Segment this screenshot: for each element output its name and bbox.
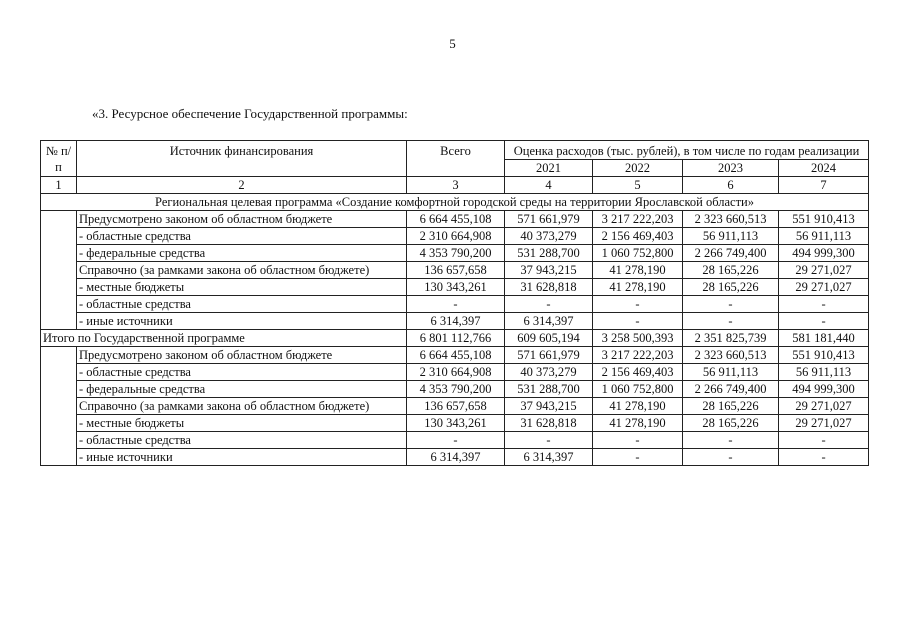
col-number: 3 [407, 177, 505, 194]
source-cell: Предусмотрено законом об областном бюджете [77, 211, 407, 228]
y2022-cell: - [593, 432, 683, 449]
y2024-cell: 29 271,027 [779, 279, 869, 296]
header-total: Всего [407, 141, 505, 177]
y2022-cell: 3 217 222,203 [593, 211, 683, 228]
y2022-cell: - [593, 296, 683, 313]
total-total-cell: 6 801 112,766 [407, 330, 505, 347]
header-source: Источник финансирования [77, 141, 407, 177]
y2023-cell: 2 323 660,513 [683, 211, 779, 228]
y2022-cell: 41 278,190 [593, 262, 683, 279]
y2021-cell: 40 373,279 [505, 228, 593, 245]
table-row [41, 415, 869, 432]
header-year-2023: 2023 [683, 160, 779, 177]
resource-table [40, 140, 869, 466]
y2021-cell: - [505, 296, 593, 313]
y2023-cell: 28 165,226 [683, 262, 779, 279]
section-title: «3. Ресурсное обеспечение Государственной программы: [92, 106, 408, 121]
y2023-cell: - [683, 432, 779, 449]
y2023-cell: 2 266 749,400 [683, 381, 779, 398]
table-row [41, 432, 869, 449]
program-title: Региональная целевая программа «Создание комфортной городской среды на территории Ярославской области» [41, 194, 869, 211]
y2023-cell: - [683, 296, 779, 313]
total-y2021-cell: 609 605,194 [505, 330, 593, 347]
y2021-cell: 571 661,979 [505, 211, 593, 228]
y2022-cell: 2 156 469,403 [593, 364, 683, 381]
y2024-cell: 551 910,413 [779, 211, 869, 228]
y2024-cell: 29 271,027 [779, 398, 869, 415]
y2022-cell: 2 156 469,403 [593, 228, 683, 245]
table-row [41, 364, 869, 381]
source-cell: - областные средства [77, 432, 407, 449]
total-cell: 2 310 664,908 [407, 228, 505, 245]
col-number: 2 [77, 177, 407, 194]
y2021-cell: - [505, 432, 593, 449]
source-cell: Справочно (за рамками закона об областном бюджете) [77, 398, 407, 415]
y2022-cell: 1 060 752,800 [593, 381, 683, 398]
y2024-cell: - [779, 313, 869, 330]
header-num: № п/п [41, 141, 77, 177]
total-cell: 130 343,261 [407, 415, 505, 432]
block2-num-cell [41, 347, 77, 466]
total-cell: - [407, 296, 505, 313]
total-cell: 2 310 664,908 [407, 364, 505, 381]
table-row [41, 381, 869, 398]
y2024-cell: 29 271,027 [779, 415, 869, 432]
header-year-2024: 2024 [779, 160, 869, 177]
y2023-cell: 2 266 749,400 [683, 245, 779, 262]
source-cell: - местные бюджеты [77, 415, 407, 432]
source-cell: - областные средства [77, 296, 407, 313]
y2023-cell: 56 911,113 [683, 364, 779, 381]
column-numbers-row [41, 177, 869, 194]
y2022-cell: 3 217 222,203 [593, 347, 683, 364]
total-cell: 136 657,658 [407, 262, 505, 279]
y2022-cell: 41 278,190 [593, 415, 683, 432]
y2021-cell: 31 628,818 [505, 415, 593, 432]
total-cell: 6 664 455,108 [407, 211, 505, 228]
table-row [41, 398, 869, 415]
y2021-cell: 571 661,979 [505, 347, 593, 364]
header-year-2022: 2022 [593, 160, 683, 177]
page-number: 5 [449, 36, 456, 51]
table-row [41, 211, 869, 228]
y2023-cell: 2 323 660,513 [683, 347, 779, 364]
y2022-cell: - [593, 313, 683, 330]
y2023-cell: 28 165,226 [683, 398, 779, 415]
y2023-cell: 28 165,226 [683, 415, 779, 432]
y2023-cell: - [683, 449, 779, 466]
col-number: 4 [505, 177, 593, 194]
total-cell: - [407, 432, 505, 449]
y2023-cell: 28 165,226 [683, 279, 779, 296]
y2024-cell: 494 999,300 [779, 245, 869, 262]
y2022-cell: 1 060 752,800 [593, 245, 683, 262]
source-cell: - областные средства [77, 228, 407, 245]
source-cell: - федеральные средства [77, 381, 407, 398]
y2021-cell: 6 314,397 [505, 449, 593, 466]
col-number: 6 [683, 177, 779, 194]
total-cell: 4 353 790,200 [407, 245, 505, 262]
y2024-cell: 29 271,027 [779, 262, 869, 279]
y2022-cell: - [593, 449, 683, 466]
total-cell: 4 353 790,200 [407, 381, 505, 398]
header-year-2021: 2021 [505, 160, 593, 177]
y2021-cell: 37 943,215 [505, 398, 593, 415]
header-estimate: Оценка расходов (тыс. рублей), в том числе по годам реализации [505, 141, 869, 160]
table-row [41, 347, 869, 364]
col-number: 5 [593, 177, 683, 194]
source-cell: - иные источники [77, 449, 407, 466]
y2021-cell: 6 314,397 [505, 313, 593, 330]
source-cell: - иные источники [77, 313, 407, 330]
total-y2023-cell: 2 351 825,739 [683, 330, 779, 347]
source-cell: - федеральные средства [77, 245, 407, 262]
y2021-cell: 37 943,215 [505, 262, 593, 279]
table-row [41, 449, 869, 466]
table-row [41, 279, 869, 296]
y2024-cell: 494 999,300 [779, 381, 869, 398]
total-cell: 136 657,658 [407, 398, 505, 415]
header-row [41, 141, 869, 160]
program-title-row [41, 194, 869, 211]
table-row [41, 313, 869, 330]
y2023-cell: - [683, 313, 779, 330]
table-row [41, 245, 869, 262]
y2021-cell: 531 288,700 [505, 245, 593, 262]
y2024-cell: - [779, 296, 869, 313]
y2021-cell: 531 288,700 [505, 381, 593, 398]
y2023-cell: 56 911,113 [683, 228, 779, 245]
source-cell: Предусмотрено законом об областном бюджете [77, 347, 407, 364]
total-row [41, 330, 869, 347]
total-label: Итого по Государственной программе [41, 330, 407, 347]
source-cell: - местные бюджеты [77, 279, 407, 296]
table-row [41, 262, 869, 279]
block1-num-cell [41, 211, 77, 330]
y2021-cell: 31 628,818 [505, 279, 593, 296]
col-number: 7 [779, 177, 869, 194]
source-cell: Справочно (за рамками закона об областном бюджете) [77, 262, 407, 279]
y2024-cell: - [779, 449, 869, 466]
table-row [41, 228, 869, 245]
total-cell: 130 343,261 [407, 279, 505, 296]
total-y2024-cell: 581 181,440 [779, 330, 869, 347]
total-cell: 6 664 455,108 [407, 347, 505, 364]
y2022-cell: 41 278,190 [593, 279, 683, 296]
y2024-cell: 56 911,113 [779, 364, 869, 381]
y2024-cell: 56 911,113 [779, 228, 869, 245]
y2024-cell: - [779, 432, 869, 449]
table-row [41, 296, 869, 313]
total-cell: 6 314,397 [407, 313, 505, 330]
y2024-cell: 551 910,413 [779, 347, 869, 364]
y2022-cell: 41 278,190 [593, 398, 683, 415]
total-y2022-cell: 3 258 500,393 [593, 330, 683, 347]
col-number: 1 [41, 177, 77, 194]
y2021-cell: 40 373,279 [505, 364, 593, 381]
source-cell: - областные средства [77, 364, 407, 381]
total-cell: 6 314,397 [407, 449, 505, 466]
